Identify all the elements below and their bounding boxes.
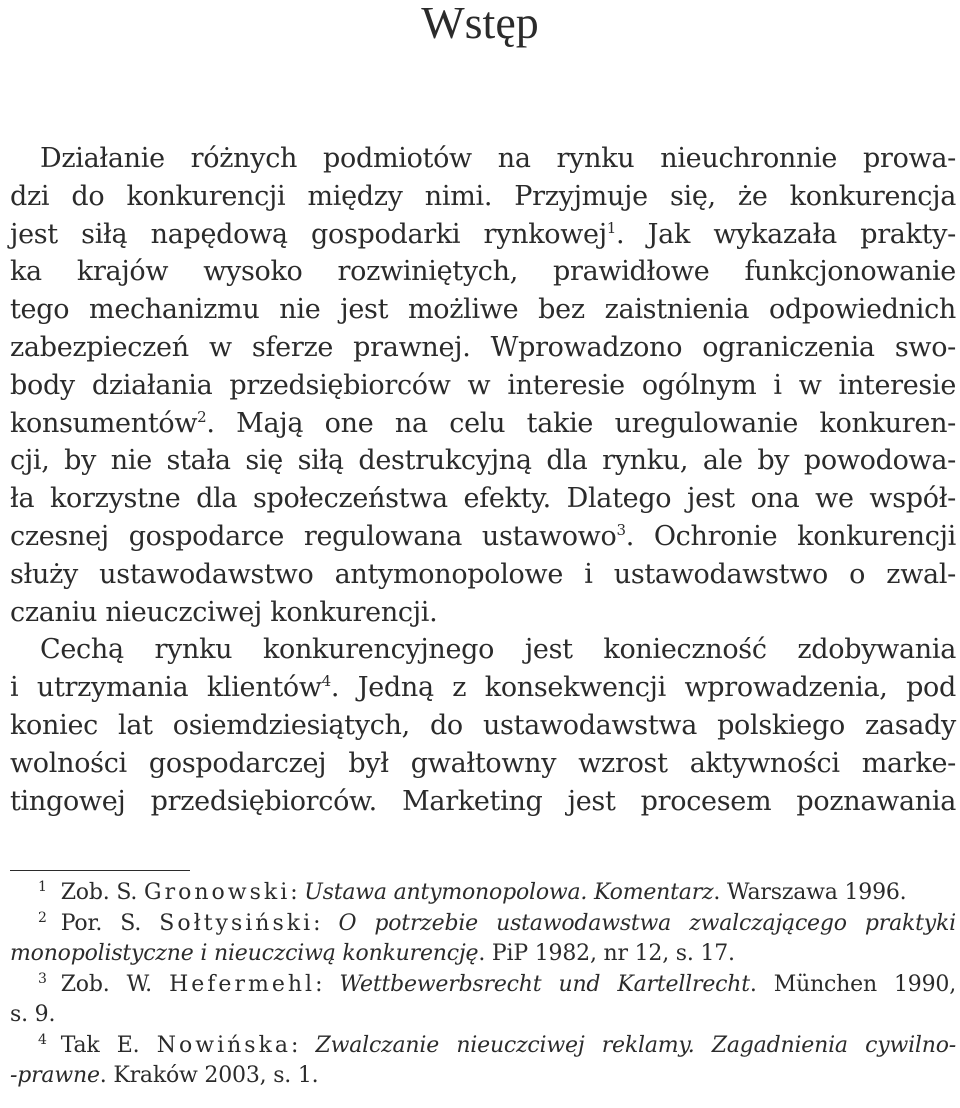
text-line [10,518,956,556]
footnote-text: . Kraków 2003, s. 1. [99,1063,319,1088]
footnote-separator [10,870,190,871]
page-title: Wstęp [421,0,539,48]
text-line: Działanie różnych podmiotów na rynku nieuchronnie prowa- [40,143,956,174]
footnote-title: O potrzebie ustawodawstwa zwalczającego praktyki [338,910,956,936]
footnote-text: Tak E. [60,1032,157,1058]
footnote-author: Gronowski [144,880,291,905]
footnote-number: 1 [38,879,47,895]
footnotes [10,878,956,1092]
footnote-number: 2 [38,909,47,926]
footnote-number: 4 [38,1031,47,1048]
footnote-title: monopolistyczne i nieuczciwą konkurencję [10,941,479,966]
footnote-author: Nowińska [156,1032,292,1058]
text-line: cji, by nie stała się siłą destrukcyjną dla rynku, ale by powodowa- [10,445,956,477]
footnote-2 [10,909,956,940]
text-line: dzi do konkurencji między nimi. Przyjmuje się, że konkurencja [10,180,956,212]
footnote-4 [10,1031,956,1062]
footnote-text: . München 1990, [749,971,956,997]
text-segment: . Jak wykazała prakty- [616,218,956,250]
footnote-text: Zob. W. [60,971,170,997]
footnote-ref: 4 [321,672,331,691]
footnote-2-cont [10,939,956,970]
footnote-text: . PiP 1982, nr 12, s. 17. [478,941,735,966]
body-text [10,140,956,820]
text-line [10,669,956,707]
footnote-number: 3 [38,970,47,987]
footnote-4-cont [10,1061,956,1092]
text-line: tingowej przedsiębiorców. Marketing jest procesem poznawania [10,785,956,817]
text-line [10,216,956,254]
text-segment: . Ochronie konkurencji [625,520,956,552]
text-line: body działania przedsiębiorców w interesie ogólnym i w interesie [10,369,956,401]
footnote-text: : [290,880,305,905]
text-line: ka krajów wysoko rozwiniętych, prawidłowe funkcjonowanie [10,256,956,288]
footnote-text: : [313,910,339,936]
text-line: Cechą rynku konkurencyjnego jest konieczność zdobywania [40,634,956,666]
text-line: zabezpieczeń w sferze prawnej. Wprowadzono ograniczenia swo- [10,331,956,363]
footnote-text: : [315,971,340,997]
text-segment: jest siłą napędową gospodarki rynkowej [10,218,607,250]
text-line [10,405,956,443]
text-line: czaniu nieuczciwej konkurencji. [10,596,438,628]
footnote-title: Zwalczanie nieuczciwej reklamy. Zagadnienia cywilno- [315,1032,957,1058]
footnote-text: Por. S. [60,910,160,936]
footnote-text: : [291,1032,316,1058]
footnote-title: Ustawa antymonopolowa. Komentarz [304,880,714,905]
text-line: wolności gospodarczej był gwałtowny wzrost aktywności marke- [10,747,956,779]
text-line: ła korzystne dla społeczeństwa efekty. Dlatego jest ona we współ- [10,483,956,515]
footnote-text: Zob. S. [60,880,144,905]
text-segment: czesnej gospodarce regulowana ustawowo [10,520,617,552]
text-line: służy ustawodawstwo antymonopolowe i ustawodawstwo o zwal- [10,558,956,590]
footnote-1 [10,878,956,909]
footnote-author: Sołtysiński [159,910,314,936]
text-line: tego mechanizmu nie jest możliwe bez zaistnienia odpowiednich [10,294,956,326]
text-line: koniec lat osiemdziesiątych, do ustawodawstwa polskiego zasady [10,709,956,741]
footnote-3-cont: s. 9. [10,1002,56,1027]
footnote-title: Wettbewerbsrecht und Kartellrecht [339,971,750,997]
footnote-text: . Warszawa 1996. [713,880,907,905]
footnote-ref: 2 [197,407,207,426]
footnote-3 [10,970,956,1001]
footnote-ref: 1 [606,218,617,237]
footnote-ref: 3 [616,520,626,539]
footnote-title: -prawne [10,1063,100,1088]
text-segment: . Mają one na celu takie uregulowanie konkuren- [206,407,956,439]
footnote-author: Hefermehl [169,971,316,997]
text-segment: konsumentów [10,407,198,439]
text-segment: . Jedną z konsekwencji wprowadzenia, pod [330,672,956,704]
text-segment: i utrzymania klientów [10,672,322,704]
